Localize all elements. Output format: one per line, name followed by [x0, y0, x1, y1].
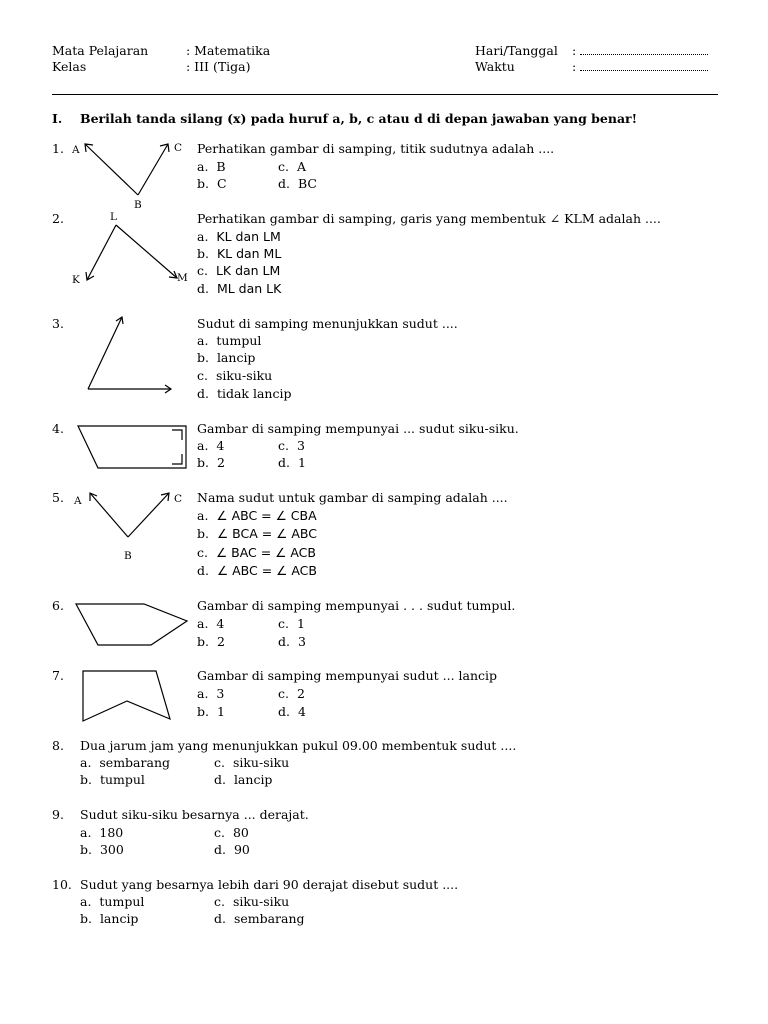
q5-option-b[interactable]: b. ∠ BCA = ∠ ABC — [197, 526, 317, 541]
q4-option-d[interactable]: d. 1 — [278, 455, 306, 470]
q7-figure-polygon — [78, 666, 173, 726]
q6-option-b[interactable]: b. 2 — [197, 634, 225, 649]
q9-option-b[interactable]: b. 300 — [80, 842, 124, 857]
subject-label: Mata Pelajaran — [52, 43, 149, 58]
q2-option-b[interactable]: b. KL dan ML — [197, 246, 282, 261]
q4-number: 4. — [52, 421, 64, 436]
q9-option-d[interactable]: d. 90 — [214, 842, 250, 857]
q1-label-b: B — [134, 199, 142, 211]
day-label: Hari/Tanggal — [475, 43, 558, 58]
q1-option-c[interactable]: c. A — [278, 159, 306, 174]
q10-option-d[interactable]: d. sembarang — [214, 911, 305, 926]
q2-text: Perhatikan gambar di samping, garis yang membentuk ∠ KLM adalah .... — [197, 211, 661, 226]
q1-number: 1. — [52, 141, 64, 156]
class-value: : III (Tiga) — [186, 59, 251, 74]
q10-number: 10. — [52, 877, 72, 892]
q5-option-d[interactable]: d. ∠ ABC = ∠ ACB — [197, 563, 317, 578]
q5-label-b: B — [124, 550, 132, 562]
q8-option-c[interactable]: c. siku-siku — [214, 755, 290, 770]
q6-option-c[interactable]: c. 1 — [278, 616, 305, 631]
class-label: Kelas — [52, 59, 87, 74]
q9-text: Sudut siku-siku besarnya ... derajat. — [80, 807, 309, 822]
q9-option-c[interactable]: c. 80 — [214, 825, 249, 840]
q6-number: 6. — [52, 598, 64, 613]
q4-figure-trapezoid — [66, 420, 191, 472]
section-instruction: Berilah tanda silang (x) pada huruf a, b, c atau d di depan jawaban yang benar! — [80, 111, 638, 126]
q3-number: 3. — [52, 316, 64, 331]
q1-option-d[interactable]: d. BC — [278, 176, 317, 191]
q10-option-c[interactable]: c. siku-siku — [214, 894, 290, 909]
q7-option-b[interactable]: b. 1 — [197, 704, 225, 719]
q3-figure-angle — [80, 312, 180, 397]
q10-option-b[interactable]: b. lancip — [80, 911, 139, 926]
q2-label-k: K — [72, 274, 80, 286]
q2-option-a[interactable]: a. KL dan LM — [197, 229, 281, 244]
q2-number: 2. — [52, 211, 64, 226]
q5-option-a[interactable]: a. ∠ ABC = ∠ CBA — [197, 508, 317, 523]
q9-option-a[interactable]: a. 180 — [80, 825, 124, 840]
q2-option-c[interactable]: c. LK dan LM — [197, 263, 281, 278]
q3-option-a[interactable]: a. tumpul — [197, 333, 262, 348]
q7-option-a[interactable]: a. 3 — [197, 686, 225, 701]
q5-label-c: C — [174, 493, 183, 505]
q7-option-d[interactable]: d. 4 — [278, 704, 306, 719]
q2-label-m: M — [177, 272, 188, 284]
time-colon: : — [572, 59, 577, 74]
q1-option-a[interactable]: a. B — [197, 159, 226, 174]
q8-option-d[interactable]: d. lancip — [214, 772, 273, 787]
q8-number: 8. — [52, 738, 64, 753]
q9-number: 9. — [52, 807, 64, 822]
q6-option-a[interactable]: a. 4 — [197, 616, 225, 631]
day-colon: : — [572, 43, 577, 58]
q5-option-c[interactable]: c. ∠ BAC = ∠ ACB — [197, 545, 316, 560]
q4-option-a[interactable]: a. 4 — [197, 438, 225, 453]
q5-number: 5. — [52, 490, 64, 505]
time-field[interactable] — [572, 61, 708, 74]
q3-option-c[interactable]: c. siku-siku — [197, 368, 273, 383]
subject-value: : Matematika — [186, 43, 271, 58]
q1-figure-angle — [70, 138, 190, 210]
time-dotted-line — [580, 61, 708, 71]
q1-label-a: A — [72, 144, 80, 156]
day-dotted-line — [580, 45, 708, 55]
q1-option-b[interactable]: b. C — [197, 176, 227, 191]
q3-option-d[interactable]: d. tidak lancip — [197, 386, 292, 401]
q6-text: Gambar di samping mempunyai . . . sudut tumpul. — [197, 598, 516, 613]
q10-option-a[interactable]: a. tumpul — [80, 894, 145, 909]
q1-text: Perhatikan gambar di samping, titik sudutnya adalah .... — [197, 141, 555, 156]
day-field[interactable] — [572, 45, 708, 58]
q3-text: Sudut di samping menunjukkan sudut .... — [197, 316, 458, 331]
q7-text: Gambar di samping mempunyai sudut ... lancip — [197, 668, 498, 683]
q5-figure-angle — [70, 487, 190, 565]
time-label: Waktu — [475, 59, 515, 74]
q5-text: Nama sudut untuk gambar di samping adalah .... — [197, 490, 508, 505]
q4-option-c[interactable]: c. 3 — [278, 438, 305, 453]
section-number: I. — [52, 111, 63, 126]
q7-number: 7. — [52, 668, 64, 683]
q4-text: Gambar di samping mempunyai ... sudut siku-siku. — [197, 421, 519, 436]
q7-option-c[interactable]: c. 2 — [278, 686, 305, 701]
q8-option-a[interactable]: a. sembarang — [80, 755, 170, 770]
q8-text: Dua jarum jam yang menunjukkan pukul 09.00 membentuk sudut .... — [80, 738, 517, 753]
header-divider — [52, 94, 718, 95]
q10-text: Sudut yang besarnya lebih dari 90 derajat disebut sudut .... — [80, 877, 459, 892]
q3-option-b[interactable]: b. lancip — [197, 350, 256, 365]
q1-label-c: C — [174, 142, 183, 154]
q4-option-b[interactable]: b. 2 — [197, 455, 225, 470]
q5-label-a: A — [74, 495, 82, 507]
q6-figure-pentagon — [66, 598, 191, 650]
q2-option-d[interactable]: d. ML dan LK — [197, 281, 282, 296]
q2-figure-angle — [70, 208, 195, 288]
q8-option-b[interactable]: b. tumpul — [80, 772, 145, 787]
q6-option-d[interactable]: d. 3 — [278, 634, 306, 649]
q2-label-l: L — [110, 211, 117, 223]
